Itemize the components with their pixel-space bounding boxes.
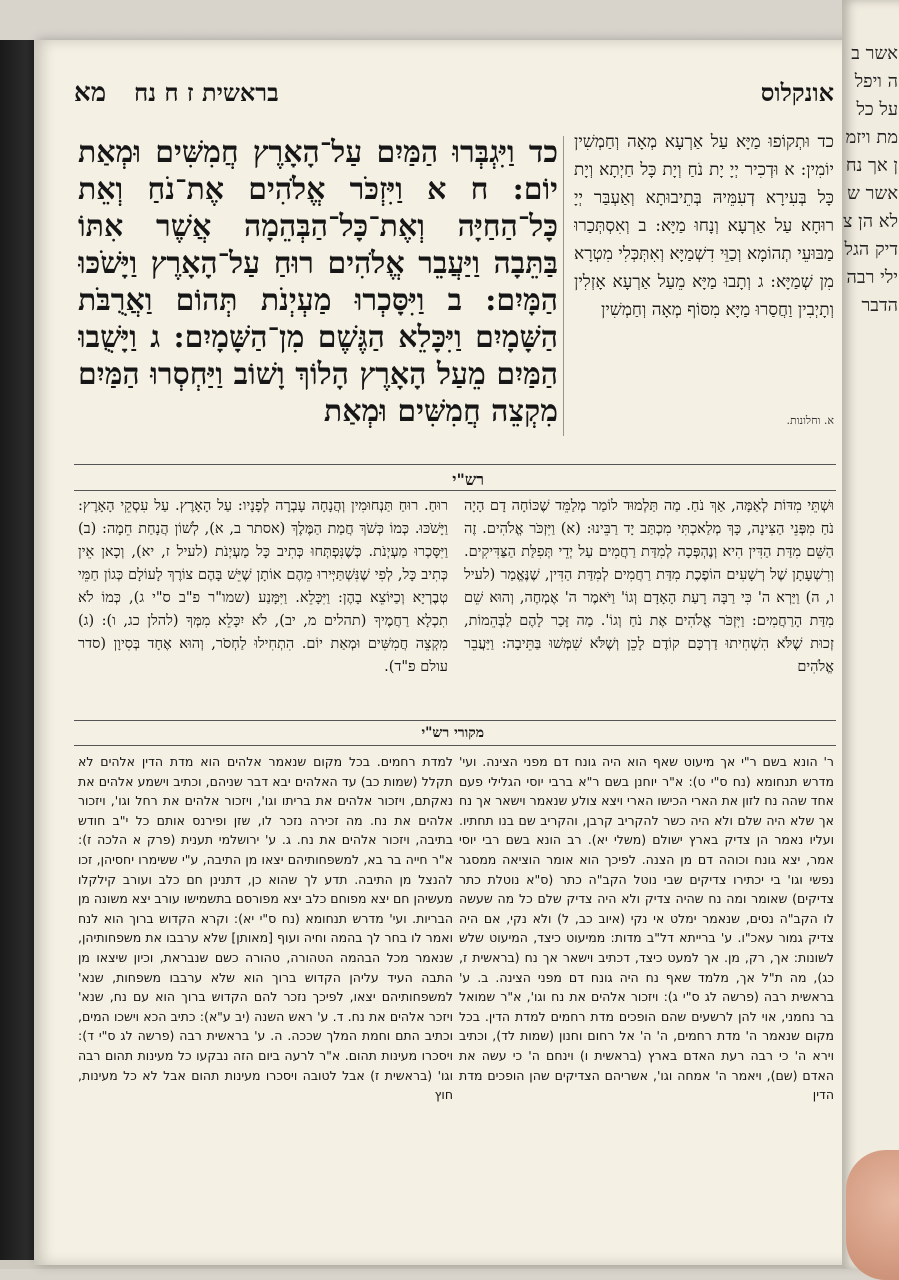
column-divider	[563, 136, 564, 436]
header-chapter-title: בראשית ז ח נח	[134, 78, 279, 107]
rashi-heading: רש"י	[452, 470, 484, 489]
thumb	[846, 1150, 899, 1280]
section-divider	[74, 490, 836, 491]
page-number: מא	[74, 78, 107, 108]
next-page-edge	[842, 0, 899, 1269]
book-page	[34, 40, 864, 1265]
onkelos-text: כד וּתְקוֹפוּ מַיָּא עַל אַרְעָא מְאָה וְחַמְשִׁין יוֹמִין: א וּדְכִיר יְיָ יָת נֹחַ וְיָת כָּל חַיְתָא וְיָת כָּל בְּעִירָא דְעִמֵּיהּ בְּתֵיבוּתָא וְאַעְבַּר יְיָ רוּחָא עַל אַרְעָא וְנָחוּ מַיָּא: ב וְאִסְתְּכַרוּ מַבּוּעֵי תְהוֹמָא וְכַוֵּי דִשְׁמַיָּא וְאִתְּכְּלִי מִטְרָא מִן שְׁמַיָּא: ג וְתָבוּ מַיָּא מֵעַל אַרְעָא אָזְלִין וְתָיְבִין וַחֲסַרוּ מַיָּא מִסּוֹף מְאָה וְחַמְשִׁין	[574, 132, 834, 320]
section-divider	[74, 745, 836, 746]
mekorei-rashi-right-column: ר' הונא בשם ר"י אך מיעוט שאף הוא היה גונח דם מפני הצינה. ועי' מדרש תנחומא (נח ס"י ט): א"ר יוחנן בשם ר"א ברבי יוסי הגלילי פעם אחד שהה נח לזון את הארי הכישו הארי ויצא צולע שנאמר וישאר אך נח אך שלא היה שלם ולא היה כשר להקריב קרבן, והקריב שם בנו תחתיו. ועליו נאמר הן צדיק בארץ ישולם (משלי יא). רב הונא בשם רבי יוסי אמר, יצא גונח וכוהה דם מן הצנה. לפיכך הוא אומר הוציאה ממסגר נפשי וגו' בי יכתירו צדיקים שבי נוטל הקב"ה כתר (ס"א נוטלת כתר צדיקים) שאומר ומה נח שהיה צדיק ולא היה צדיק שלם כל מה שעשה לו הקב"ה נסים, שנאמר ימלט אי נקי (איוב כב, ל) ולא נקי, אם היה צדיק גמור עאכ"ו. ע' ברייתא דל"ב מדות: ממיעוט כיצד, המיעוט שלש לשונות: אך, רק, מן. אך למעט כיצד, דכתיב וישאר אך נח (בראשית ז, כג), מה ת"ל אך, מלמד שאף נח היה גונח דם מפני הצינה. ב. ע' בראשית רבה (פרשה לג ס"י ג): ויזכור אלהים את נח וגו', א"ר שמואל בר נחמני, אוי להן לרשעים שהם הופכים מדת רחמים למדת הדין. בכל מקום שנאמר ה' מדת רחמים, ה' ה' אל רחום וחנון (שמות לד), וכתיב וירא ה' כי רבה רעת האדם בארץ (בראשית ו) וינחם ה' כי עשה את האדם (שם), ויאמר ה' אמחה וגו', אשריהם הצדיקים שהן הופכים מדת הדין	[459, 754, 834, 1103]
section-divider	[74, 464, 836, 465]
rashi-right-column: וּשְׁתֵּי מִדּוֹת לְאַמָּה, אַךְ נֹחַ. מַה תַּלְמוּד לוֹמַר מְלַמֵּד שֶׁכּוֹחָה דָם הָיָה נֹחַ מִפְּנֵי הַצִּינָה, כָּךְ מְלַאכְתִּי מִכְתַּב יָד רַבֵּינוּ: (א) וַיִּזְכֹּר אֱלֹהִים. זֶה הַשֵּׁם מִדַּת הַדִּין הִיא וְנֶהְפְּכָה לְמִדַּת רַחֲמִים עַל יְדֵי תְּפִלַּת הַצַּדִּיקִים. וְרִשְׁעָתָן שֶׁל רְשָׁעִים הוֹפֶכֶת מִדַּת רַחֲמִים לְמִדַּת הַדִּין, שֶׁנֶּאֱמַר (לעיל ו, ה) וַיַּרְא ה' כִּי רַבָּה רָעַת הָאָדָם וְגוֹ' וַיֹּאמֶר ה' אֶמְחֶה, וְהוּא שֵׁם מִדַּת הָרַחֲמִים: וַיִּזְכֹּר אֱלֹהִים אֶת נֹחַ וְגוֹ'. מַה זָּכַר לָהֶם לַבְּהֵמוֹת, זְכוּת שֶׁלֹּא הִשְׁחִיתוּ דַרְכָּם קוֹדֶם לָכֵן וְשֶׁלֹּא שִׁמְּשׁוּ בַּתֵּיבָה: וַיַּעֲבֵר אֱלֹהִים	[464, 498, 834, 675]
section-divider	[74, 720, 836, 721]
mekorei-rashi-left-column: למדת רחמים. בכל מקום שנאמר אלהים הוא מדת הדין אלהים לא תקלל (שמות כב) עד האלהים יבא דבר שניהם, וכתיב וישמע אלהים את נאקתם, ויזכור אלהים את בריתו וגו', ויזכור אלהים את רחל וגו', ויזכור אלהים את נח. מה זכירה נזכר לו, שזן ופירנס אותם כל י"ב חודש בתיבה, ויזכור אלהים את נח. ג. ע' ירושלמי תענית (פרק א הלכה ז): א"ר חייה בר בא, למשפחותיהם יצאו מן התיבה, ע"י ששימרו יחסיהן, זכו להנצל מן התיבה. תדע לך שהוא כן, דתנינן חם כלב ועורב קילקלו מעשיהן חם יצא מפוחם כלב יצא מפורסם בתשמישו עורב יצא משונה מן הבריות. ועי' מדרש תנחומא (נח ס"י יא): וקרא הקדוש ברוך הוא לנח ואמר לו בחר לך בהמה וחיה ועוף [מאותן] שלא ערבבו את משפחותיהן, שנאמר מכל הבהמה הטהורה, טהורה כשם שנבראת, וכיון שיצאו מן התבה העיד עליהן הקדוש ברוך הוא שלא ערבבו משפחות, שנא' למשפחותיהם יצאו, לפיכך נזכר להם הקדוש ברוך הוא עם נח, שנא' ויזכר אלהים את נח. ד. ע' ראש השנה (יב ע"א): כתיב הכא וישכו המים, וכתיב התם וחמת המלך שככה. ה. ע' בראשית רבה (פרשה לג ס"י ד): ויסכרו מעינות תהום. א"ר לרעה ביום הזה נבקעו כל מעינות תהום רבה וגו' (בראשית ז) אבל לטובה ויסכרו מעינות תהום אבל לא כל מעינות, חוץ	[78, 754, 453, 1103]
torah-text: כד וַיִּגְבְּרוּ הַמַּיִם עַל־הָאָרֶץ חֲמִשִּׁים וּמְאַת יוֹם: ח א וַיִּזְכֹּר אֱלֹהִים אֶת־נֹחַ וְאֵת כָּל־הַחַיָּה וְאֶת־כָּל־הַבְּהֵמָה אֲשֶׁר אִתּוֹ בַּתֵּבָה וַיַּעֲבֵר אֱלֹהִים רוּחַ עַל־הָאָרֶץ וַיָּשֹׁכּוּ הַמָּיִם: ב וַיִּסָּכְרוּ מַעְיְנֹת תְּהוֹם וַאֲרֻבֹּת הַשָּׁמָיִם וַיִּכָּלֵא הַגֶּשֶׁם מִן־הַשָּׁמָיִם: ג וַיָּשֻׁבוּ הַמַּיִם מֵעַל הָאָרֶץ הָלוֹךְ וָשׁוֹב וַיַּחְסְרוּ הַמַּיִם מִקְצֵה חֲמִשִּׁים וּמְאַת	[78, 135, 558, 429]
next-page-fragment: אשר בה ויפל על כל מת ויזמן אך נח אשר שלא הן צדיק הגלילי רבה הדבר	[842, 43, 898, 316]
page-header	[74, 78, 834, 114]
header-onkelos-title: אונקלוס	[760, 78, 834, 107]
mekorei-rashi-heading: מקורי רש"י	[421, 725, 484, 741]
onkelos-footnote: א. וחלונות.	[786, 414, 834, 427]
rashi-left-column: רוּחַ. רוּחַ תַּנְחוּמִין וְהֲנָחָה עָבְרָה לְפָנָיו: עַל הָאָרֶץ. עַל עִסְקֵי הָאָרֶץ: וַיָּשֹׁכּוּ. כְּמוֹ כְּשֹׁךְ חֲמַת הַמֶּלֶךְ (אסתר ב, א), לְשׁוֹן הֲנָחַת חֵמָה: (ב) וַיִּסָּכְרוּ מַעְיְנֹת. כְּשֶׁנִּפְתְּחוּ כְּתִיב כָּל מַעְיְנֹת (לעיל ז, יא), וְכָאן אֵין כְּתִיב כָּל, לְפִי שֶׁנִּשְׁתַּיְּירוּ מֵהֶם אוֹתָן שֶׁיֵּשׁ בָּהֶם צוֹרֶךְ לָעוֹלָם כְּגוֹן חַמֵּי טְבֶרְיָא וְכַיּוֹצֵא בָהֶן: וַיִּכָּלֵא. וַיִּמָּנַע (שמו"ר פ"ב ס"י ג), כְּמוֹ לֹא תִכְלָא רַחֲמֶיךָ (תהלים מ, יב), לֹא יִכָּלֵא מִמְּךָ (להלן כג, ו): (ג) מִקְצֵה חֲמִשִּׁים וּמְאַת יוֹם. הִתְחִילוּ לַחְסֹר, וְהוּא אֶחָד בְּסִיוָן (סדר עולם פ"ד).	[78, 498, 448, 675]
